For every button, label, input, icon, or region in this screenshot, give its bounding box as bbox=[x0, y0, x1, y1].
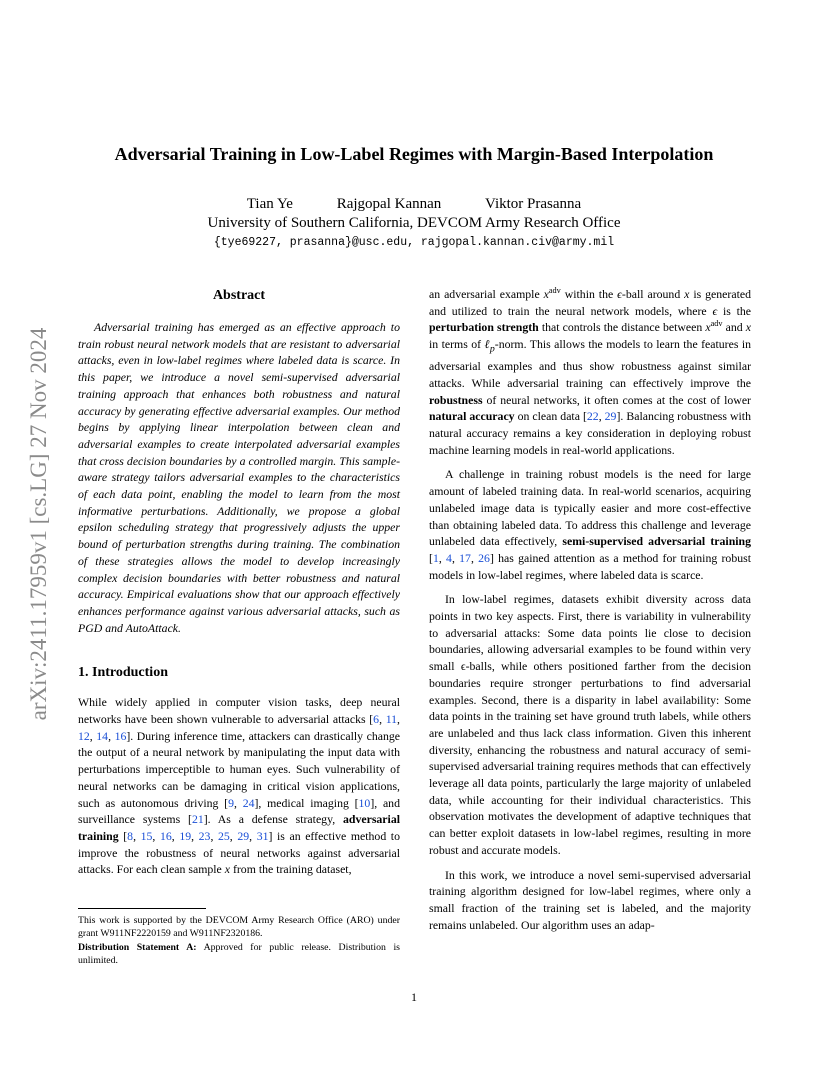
text-run: of neural networks, it often comes at the cost of lower bbox=[482, 392, 751, 407]
footnote bbox=[78, 914, 400, 968]
subscript: p bbox=[489, 343, 495, 355]
bold-term: robustness bbox=[429, 392, 483, 407]
body-paragraph: A challenge in training robust models is the need for large amount of labeled training data. In real-world scenarios, acquiring unlabeled image data is typically easier and more cost-effective than obtaining labeled data. To address this challenge and leverage unlabeled data effectively, semi-supervised adversarial training [1, 4, 17, 26] has gained attention as a method for training robust models in low-label regimes, where labeled data is scarce. bbox=[429, 467, 751, 582]
text-run: [ bbox=[118, 828, 128, 843]
math-symbol: ℓ bbox=[484, 337, 490, 352]
abstract-text: Adversarial training has emerged as an effective approach to train robust neural network models that are resistant to adversarial attacks, even in low-label regimes where labeled data is scarce. In this paper, we introduce a novel semi-supervised adversarial training approach that enhances both robustness and natural accuracy by generating effective adversarial examples. Our method begins by applying linear interpolation between clean and adversarial examples to create interpolated adversarial examples that cross decision boundaries by a controlled margin. This sample-aware strategy tailors adversarial examples to the characteristics of each data point, enabling the model to learn from the most informative perturbations. Additionally, we propose a global epsilon scheduling strategy that progressively adjusts the upper bound of perturbation strengths during training. The combination of these strategies allows the model to develop increasingly complex decision boundaries with better robustness and natural accuracy. Empirical evaluations show that our approach effectively enhances performance against various adversarial attacks, such as PGD and AutoAttack. bbox=[78, 320, 400, 635]
text-run: is generated and utilized to train the neural network models, where bbox=[429, 287, 751, 318]
arxiv-identifier bbox=[16, 288, 56, 760]
citation-link[interactable]: 10 bbox=[358, 795, 371, 810]
introduction-paragraph: While widely applied in computer vision tasks, deep neural networks have been shown vulnerable to adversarial attacks [6, 11, 12, 14, 16]. During inference time, attackers can drastically change the output of a neural network by manipulating the input data with perturbations imperceptible to human eyes. Such vulnerability of neural networks can be damaging in critical vision applications, such as autonomous driving [9, 24], medical imaging [10], and surveillance systems [21]. As a defense strategy, adversarial training [8, 15, 16, 19, 23, 25, 29, 31] is an effective method to improve the robustness of neural networks against adversarial attacks. For each clean sample x from the training dataset, bbox=[78, 695, 400, 877]
text-run: ], and surveillance systems [ bbox=[78, 795, 400, 827]
arxiv-identifier-svg bbox=[16, 288, 56, 760]
text-run: ]. Balancing robustness with natural accuracy remains a key consideration in deploying robust machine learning models in real-world applications. bbox=[429, 409, 751, 457]
text-run: and bbox=[722, 320, 746, 335]
text-run: from the training dataset, bbox=[230, 862, 352, 877]
text-run: ], medical imaging [ bbox=[254, 795, 359, 810]
author-affiliation: University of Southern California, DEVCOM Army Research Office bbox=[207, 215, 621, 231]
citation-link[interactable]: 4 bbox=[446, 550, 452, 565]
citation-link[interactable]: 1 bbox=[432, 550, 439, 565]
citation-link[interactable]: 15 bbox=[140, 828, 153, 843]
footnote-label: Distribution Statement A: bbox=[78, 941, 197, 953]
math-symbol: x bbox=[705, 320, 711, 335]
arxiv-identifier-text: arXiv:2411.17959v1 [cs.LG] 27 Nov 2024 bbox=[26, 327, 51, 721]
citation-link[interactable]: 19 bbox=[179, 828, 192, 843]
author-name: Tian Ye bbox=[246, 196, 293, 212]
citation-link[interactable]: 12 bbox=[78, 728, 90, 743]
citation-link[interactable]: 25 bbox=[218, 828, 230, 843]
footnote-distribution bbox=[78, 941, 400, 968]
text-run: While widely applied in computer vision tasks, deep neural networks have been shown vulnerable to adversarial attacks [ bbox=[78, 695, 400, 727]
math-symbol: ϵ bbox=[712, 303, 718, 318]
text-run: -ball around bbox=[621, 287, 685, 301]
footnote-divider bbox=[78, 908, 206, 909]
text-run: within the bbox=[560, 287, 618, 301]
citation-link[interactable]: 8 bbox=[127, 828, 134, 843]
text-run: [ bbox=[429, 550, 433, 565]
author-name: Viktor Prasanna bbox=[485, 196, 582, 212]
abstract-heading: Abstract bbox=[212, 288, 266, 303]
text-run: is the bbox=[717, 303, 752, 318]
text-run: ]. As a defense strategy, bbox=[203, 812, 343, 827]
citation-link[interactable]: 17 bbox=[459, 550, 471, 565]
bold-term: semi-supervised adversarial training bbox=[562, 534, 751, 549]
section-heading-introduction: 1. Introduction bbox=[78, 665, 168, 681]
citation-link[interactable]: 21 bbox=[191, 812, 204, 827]
math-symbol: x bbox=[224, 862, 230, 877]
citation-link[interactable]: 23 bbox=[198, 828, 211, 843]
superscript: adv bbox=[548, 286, 561, 296]
citation-link[interactable]: 16 bbox=[114, 728, 127, 743]
bold-term: natural accuracy bbox=[429, 409, 515, 424]
text-run: on clean data [ bbox=[514, 409, 587, 424]
citation-link[interactable]: 14 bbox=[96, 728, 109, 743]
text-run: an adversarial example bbox=[429, 287, 544, 301]
right-column bbox=[429, 286, 751, 933]
citation-link[interactable]: 9 bbox=[228, 795, 234, 810]
citation-link[interactable]: 6 bbox=[373, 712, 380, 727]
author-name: Rajgopal Kannan bbox=[336, 196, 442, 212]
body-paragraph: In this work, we introduce a novel semi-supervised adversarial training algorithm designed for low-label regimes, where only a small fraction of the training set is labeled, and the majority remains unlabeled. Our algorithm uses an adap- bbox=[429, 867, 751, 932]
text-run: ] has gained attention as a method for training robust models in low-label regimes, where labeled data is scarce. bbox=[429, 550, 751, 582]
bold-term: perturbation strength bbox=[429, 320, 539, 335]
author-emails: {tye69227, prasanna}@usc.edu, rajgopal.kannan.civ@army.mil bbox=[213, 236, 615, 249]
page-number: 1 bbox=[411, 990, 417, 1004]
math-symbol: ϵ bbox=[617, 287, 622, 301]
author-list bbox=[60, 195, 768, 214]
text-run: A challenge in training robust models is the need for large amount of labeled training data. In real-world scenarios, acquiring unlabeled image data is typically easier and more cost-effective than obtaining labeled data. To address this challenge and leverage unlabeled data effectively, bbox=[429, 467, 751, 549]
citation-link[interactable]: 16 bbox=[159, 828, 172, 843]
math-symbol: x bbox=[543, 287, 549, 301]
citation-link[interactable]: 22 bbox=[586, 409, 599, 424]
footnote-funding: This work is supported by the DEVCOM Army Research Office (ARO) under grant W911NF2220159 and W911NF2320186. bbox=[78, 915, 400, 940]
paper-title: Adversarial Training in Low-Label Regimes with Margin-Based Interpolation bbox=[114, 144, 714, 164]
citation-link[interactable]: 29 bbox=[237, 828, 250, 843]
left-column bbox=[78, 286, 400, 878]
citation-link[interactable]: 11 bbox=[385, 712, 398, 727]
text-run: ]. During inference time, attackers can drastically change the output of a neural network by manipulating the input data with perturbations imperceptible to human eyes. Such vulnerability of neural networks can be damaging in critical vision applications, such as autonomous driving [ bbox=[78, 728, 400, 810]
body-paragraph: In low-label regimes, datasets exhibit diversity across data points in two key aspects. First, there is variability in vulnerability to adversarial attacks: Some data points lie close to decision boundaries, allowing adversarial examples to be found within very small ϵ-balls, while others positioned farther from the decision boundaries require stronger perturbations to find adversarial examples. Second, there is a disparity in label availability: Some data points in the training set have ground truth labels, while others are unlabeled and thus lack class information. Given this inherent diversity, enhancing the robustness and natural accuracy of semi-supervised adversarial training requires methods that can effectively leverage all data points, particularly the large majority of unlabeled data, while accounting for their individual characteristics. This observation motivates the development of adaptive techniques that can better exploit datasets in low-label regimes, resulting in more robust and accurate models. bbox=[429, 592, 751, 857]
body-paragraph: an adversarial example $x^{adv}$ within the ϵ-ball around x is generated and utilized to train the neural network models, where ϵ is the perturbation strength that controls the distance between $x^{adv}$ and x in terms of ℓ$_p$-norm. This allows the models to learn the features in adversarial examples and thus show robustness against similar attacks. While adversarial training can effectively improve the robustness of neural networks, it often comes at the cost of lower natural accuracy on clean data [22, 29]. Balancing robustness with natural accuracy remains a key consideration in deploying robust machine learning models in real-world applications. bbox=[429, 286, 752, 457]
bold-term: adversarial training bbox=[78, 812, 400, 843]
citation-link[interactable]: 29 bbox=[604, 409, 617, 424]
math-symbol: x bbox=[745, 320, 752, 335]
text-run: -norm. This allows the models to learn the features in adversarial examples and thus show robustness against similar attacks. While adversarial training can effectively improve the bbox=[429, 337, 752, 390]
text-run: in terms of bbox=[429, 337, 485, 352]
citation-link[interactable]: 31 bbox=[256, 828, 269, 843]
superscript: adv bbox=[710, 319, 723, 329]
footnote-text: Approved for public release. Distribution is unlimited. bbox=[78, 941, 400, 967]
text-run: ] is an effective method to improve the robustness of neural networks against adversarial attacks. For each clean sample bbox=[78, 828, 400, 877]
citation-link[interactable]: 26 bbox=[478, 550, 490, 565]
math-symbol: x bbox=[684, 287, 690, 301]
text-run: that controls the distance between bbox=[538, 320, 706, 335]
citation-link[interactable]: 24 bbox=[242, 795, 255, 810]
